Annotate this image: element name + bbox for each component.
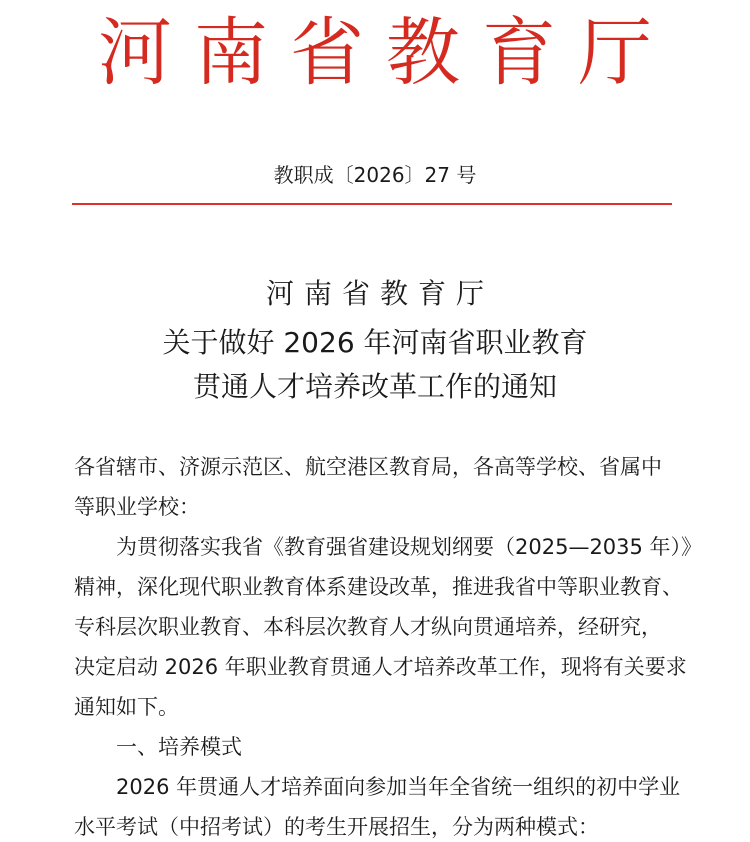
red-divider [72, 203, 672, 205]
notice-title-line-3: 贯通人才培养改革工作的通知 [192, 370, 557, 403]
document-number: 教职成〔2026〕27 号 [273, 163, 477, 187]
org-header-title: 河南省教育厅 [98, 10, 674, 96]
body-line: 等职业学校： [74, 495, 200, 519]
body-line: 为贯彻落实我省《教育强省建设规划纲要（2025—2035 年）》 [116, 535, 703, 559]
body-line: 2026 年贯通人才培养面向参加当年全省统一组织的初中学业 [116, 775, 681, 799]
body-line: 专科层次职业教育、本科层次教育人才纵向贯通培养，经研究， [74, 615, 662, 639]
notice-title-line-1: 河南省教育厅 [265, 277, 494, 310]
body-line: 水平考试（中招考试）的考生开展招生，分为两种模式： [74, 815, 599, 839]
section-heading: 一、培养模式 [116, 735, 242, 759]
notice-title-line-2: 关于做好 2026 年河南省职业教育 [162, 326, 588, 359]
body-line: 精神，深化现代职业教育体系建设改革，推进我省中等职业教育、 [74, 575, 683, 599]
body-line: 决定启动 2026 年职业教育贯通人才培养改革工作，现将有关要求 [74, 655, 687, 679]
body-line: 各省辖市、济源示范区、航空港区教育局，各高等学校、省属中 [74, 455, 662, 479]
body-line: 通知如下。 [74, 695, 179, 719]
